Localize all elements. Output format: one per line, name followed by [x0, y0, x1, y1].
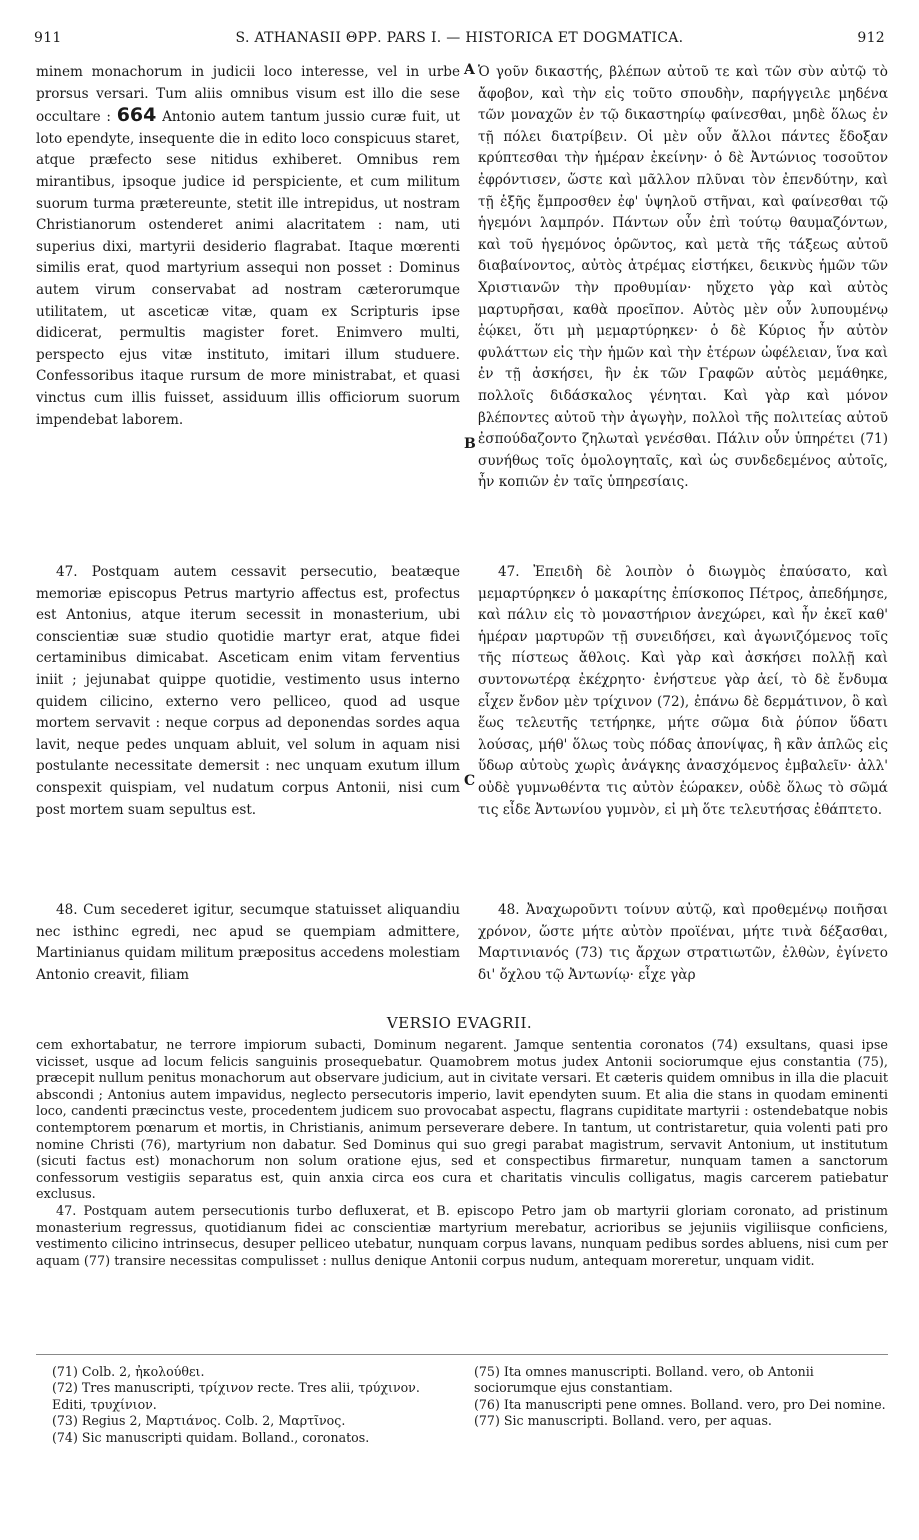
footnote: (77) Sic manuscripti. Bolland. vero, per aquas.	[474, 1413, 772, 1429]
greek-text-47: 47. Ἐπειδὴ δὲ λοιπὸν ὁ διωγμὸς ἐπαύσατο, καὶ μεμαρτύρηκεν ὁ μακαρίτης ἐπίσκοπος Πέτρος, ἀπεδήμησε, καὶ πάλιν εἰς τὸ μοναστήριον ἀνεχώρει, καὶ ἦν ἐκεῖ καθ' ἡμέραν μαρτυρῶν τῇ συνειδήσει, καὶ ἀγωνιζόμενος τοῖς τῆς πίστεως ἄθλοις. Καὶ γὰρ καὶ ἀσκήσει πολλῇ καὶ συντονωτέρᾳ ἐκέχρητο· ἐνήστευε γὰρ ἀεί, τὸ δὲ ἔνδυμα εἶχεν ἔνδον μὲν τρίχινον (72), ἐπάνω δὲ δερμάτινον, ὃ καὶ ἕως τελευτῆς τετήρηκε, μήτε σῶμα διὰ ῥύπον ὕδατι λούσας, μήθ' ὅλως τοὺς πόδας ἀπονίψας, ἢ κἂν ἁπλῶς εἰς ὕδωρ αὐτοὺς χωρὶς ἀνάγκης ἀνασχόμενος ἐμβαλεῖν· ἀλλ' οὐδὲ γυμνωθέντα τις αὐτὸν ἑώρακεν, οὐδὲ ὅλως τὸ σῶμά τις εἶδε Ἀντωνίου γυμνὸν, εἰ μὴ ὅτε τελευτήσας ἐθάπτετο.	[478, 564, 888, 818]
versio-paragraph-1: cem exhortabatur, ne terrore impiorum subacti, Dominum negarent. Jamque sententia coronatos (74) exsultans, quasi ipse vicisset, usque ad locum felicis sanguinis prosequebatur. Quamobrem motus judex Antonii sociorumque ejus constantia (75), præcepit nullum penitus monachorum aut observare judicium, aut in civitate versari. Et cæteris quidem omnibus in illa die placuit abscondi ; Antonius autem impavidus, neglecto persecutoris imperio, lavit ependyten suum. Et alia die stans in quodam eminenti loco, candenti præcinctus veste, procedentem judicem suo provocabat aspectu, flagrans cupiditate martyrii : ostendebatque nobis contemptorem pœnarum et mortis, in Christianis, animum perseverare debere. In tantum, ut contristaretur, quia volenti pati pro nomine Christi (76), martyrium non dabatur. Sed Dominus qui suo gregi parabat magistrum, servavit Antonium, ut institutum (sicuti factus est) monachorum non solum oratione ejus, sed et conspectibus firmaretur, nunquam tamen a sanctorum confessorum vestigiis separatus est, quin anxia circa eos cura et charitatis vinculis colligatus, magis carcerem patiebatur exclusus.	[36, 1038, 888, 1203]
latin-text-47: 47. Postquam autem cessavit persecutio, beatæque memoriæ episcopus Petrus martyrio affectus est, profectus est Antonius, atque iterum secessit in monasterium, ubi conscientiæ suæ studio quotidie martyr erat, atque fidei certaminibus dimicabat. Asceticam enim vitam ferventius iniit ; jejunabat quippe quotidie, vestimento usus interno quidem cilicino, externo vero pelliceo, quod ad usque mortem servavit : neque corpus ad deponendas sordes aqua lavit, neque pedes unquam abluit, vel solum in aquam nisi postulante necessitate demersit : nec unquam exutum illum conspexit quispiam, vel nudatum corpus Antonii, nisi cum post mortem suam sepultus est.	[36, 564, 460, 818]
page-number-left: 911	[34, 30, 62, 46]
footnote-divider	[36, 1354, 888, 1355]
column-marker-b: B	[464, 436, 476, 452]
greek-paragraph-46	[478, 62, 888, 494]
footnotes-right	[474, 1364, 888, 1430]
footnote: (74) Sic manuscripti quidam. Bolland., coronatos.	[52, 1429, 370, 1445]
footnote: (75) Ita omnes manuscripti. Bolland. vero, ob Antonii sociorumque ejus constantiam.	[474, 1364, 814, 1396]
page-number-right: 912	[857, 30, 885, 46]
footnote: (76) Ita manuscripti pene omnes. Bolland. vero, pro Dei nomine.	[474, 1396, 886, 1412]
latin-paragraph-48	[36, 900, 460, 986]
greek-text-46: Ὁ γοῦν δικαστής, βλέπων αὐτοῦ τε καὶ τῶν σὺν αὐτῷ τὸ ἄφοβον, καὶ τὴν εἰς τοῦτο σπουδὴν, παρήγγειλε μηδένα τῶν μοναχῶν ἐν τῷ δικαστηρίῳ φαίνεσθαι, μηδὲ ὅλως ἐν τῇ πόλει διατρίβειν. Οἱ μὲν οὖν ἄλλοι πάντες ἔδοξαν κρύπτεσθαι τὴν ἡμέραν ἐκείνην· ὁ δὲ Ἀντώνιος τοσοῦτον ἐφρόντισεν, ὥστε καὶ μᾶλλον πλῦναι τὸν ἐπενδύτην, καὶ τῇ ἑξῆς ἔμπροσθεν ἐφ' ὑψηλοῦ στῆναι, καὶ φαίνεσθαι τῷ ἡγεμόνι λαμπρόν. Πάντων οὖν ἐπὶ τούτῳ θαυμαζόντων, καὶ τοῦ ἡγεμόνος ὁρῶντος, καὶ μετὰ τῆς τάξεως αὐτοῦ διαβαίνοντος, αὐτὸς ἀτρέμας εἱστήκει, δεικνὺς ἡμῶν τῶν Χριστιανῶν τὴν προθυμίαν· ηὔχετο γὰρ καὶ αὐτὸς μαρτυρῆσαι, καθὰ προεῖπον. Αὐτὸς μὲν οὖν λυπουμένῳ ἐῴκει, ὅτι μὴ μεμαρτύρηκεν· ὁ δὲ Κύριος ἦν αὐτὸν φυλάττων εἰς τὴν ἡμῶν καὶ τὴν ἑτέρων ὠφέλειαν, ἵνα καὶ ἐν τῇ ἀσκήσει, ἣν ἐκ τῶν Γραφῶν αὐτὸς μεμάθηκε, πολλοῖς διδάσκαλος γένηται. Καὶ γὰρ καὶ μόνον βλέποντες αὐτοῦ τὴν ἀγωγὴν, πολλοὶ τῆς πολιτείας αὐτοῦ ἐσπούδαζοντο ζηλωταὶ γενέσθαι. Πάλιν οὖν ὑπηρέτει (71) συνήθως τοῖς ὁμολογηταῖς, καὶ ὡς συνδεδεμένος αὐτοῖς, ἦν κοπιῶν ἐν ταῖς ὑπηρεσίαις.	[478, 64, 888, 491]
greek-text-48: 48. Ἀναχωροῦντι τοίνυν αὐτῷ, καὶ προθεμένῳ ποιῆσαι χρόνον, ὥστε μήτε αὐτὸν προϊέναι, μήτε τινὰ δέξασθαι, Μαρτινιανός (73) τις ἄρχων στρατιωτῶν, ἐλθὼν, ἐγίνετο δι' ὄχλου τῷ Ἀντωνίῳ· εἶχε γὰρ	[478, 902, 888, 983]
footnote: (73) Regius 2, Μαρτιάνος. Colb. 2, Μαρτῖνος.	[52, 1413, 346, 1429]
latin-paragraph-46	[36, 62, 460, 431]
column-marker-c: C	[464, 773, 476, 789]
latin-text-48: 48. Cum secederet igitur, secumque statuisset aliquandiu nec isthinc egredi, nec apud se quempiam admittere, Martinianus quidam militum præpositus accedens molestiam Antonio creavit, filiam	[36, 902, 460, 983]
versio-text	[36, 1038, 888, 1270]
footnotes-left	[52, 1364, 442, 1446]
latin-text-part-a: minem monachorum in judicii loco interesse, vel in urbe prorsus versari. Tum aliis omnibus visum est illo die sese occultare :	[36, 64, 460, 126]
footnote: (72) Tres manuscripti, τρίχινον recte. Tres alii, τρύχινον. Editi, τρυχίνιον.	[52, 1380, 420, 1412]
latin-text-part-b: Antonio autem tantum jussio curæ fuit, ut loto ependyte, insequente die in edito loco conspicuus staret, atque præfecto sese nitidus exhiberet. Omnibus rem mirantibus, ipsoque judice id perspiciente, et cum militum suorum turma prætereunte, stetit ille intrepidus, ut nostram Christianorum ostenderet animi alacritatem : nam, uti superius dixi, martyrii desiderio flagrabat. Itaque mœrenti similis erat, quod martyrium assequi non posset : Dominus autem virum conservabat ad nostram cæterorumque utilitatem, ut asceticæ vitæ, quam ex Scripturis ipse didicerat, permultis magister foret. Enimvero multi, perspecto ejus vitæ instituto, imitari illum studuere. Confessoribus itaque rursum de more ministrabat, et quasi vinctus cum illis fuisset, assiduum illis officiorum suorum impendebat laborem.	[36, 109, 460, 428]
page-header	[30, 30, 889, 56]
footnote: (71) Colb. 2, ἠκολούθει.	[52, 1364, 205, 1379]
column-marker-a: A	[464, 62, 475, 78]
running-title: S. ATHANASII ΘΡΡ. PARS I. — HISTORICA ET DOGMATICA.	[235, 30, 684, 46]
latin-paragraph-47	[36, 562, 460, 821]
greek-paragraph-48	[478, 900, 888, 986]
greek-paragraph-47	[478, 562, 888, 821]
versio-title: VERSIO EVAGRII.	[386, 1014, 533, 1032]
versio-paragraph-2: 47. Postquam autem persecutionis turbo defluxerat, et B. episcopo Petro jam ob martyrii gloriam coronato, ad pristinum monasterium regressus, quotidianum fidei ac conscientiæ martyrium merebatur, acrioribus se jejuniis vigiliisque conficiens, vestimento cilicino intrinsecus, desuper pelliceo utebatur, nunquam corpus lavans, nunquam pedibus sordes abluens, nisi cum per aquam (77) transire necessitas compulisset : nullus denique Antonii corpus nudum, antequam moreretur, unquam vidit.	[36, 1203, 888, 1269]
edition-page-number: 664	[116, 104, 157, 127]
